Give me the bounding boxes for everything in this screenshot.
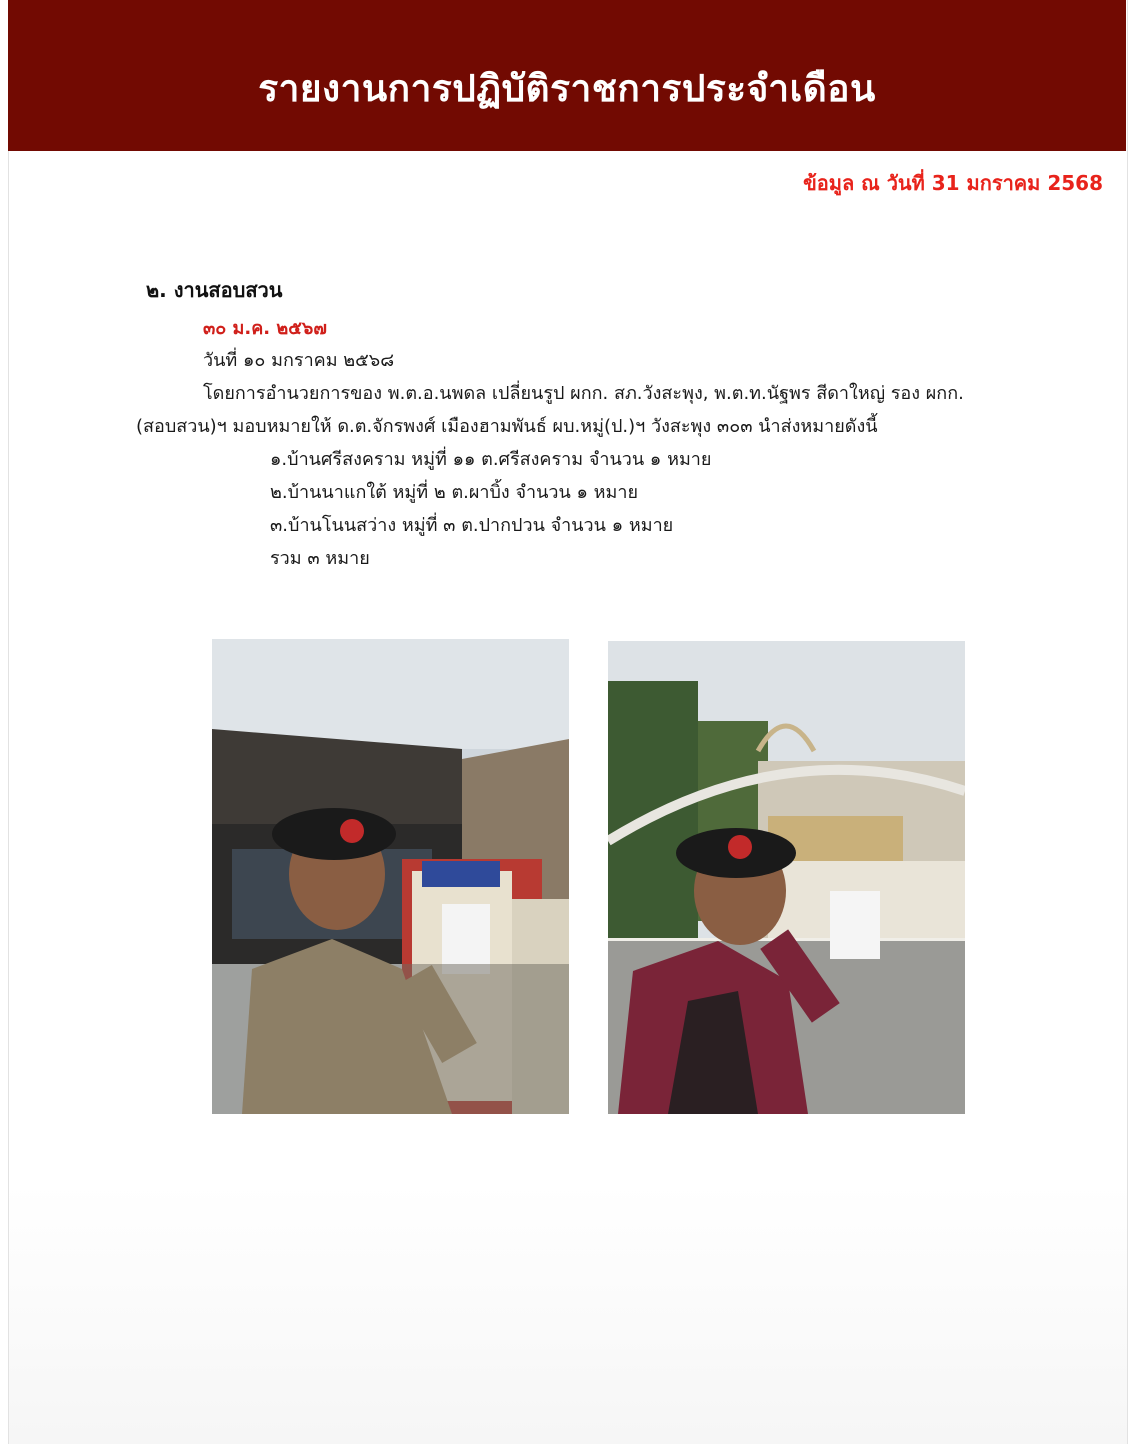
data-as-of-date: ข้อมูล ณ วันที่ 31 มกราคม 2568 (803, 171, 1103, 195)
section-heading: ๒. งานสอบสวน (146, 278, 283, 302)
photo-illustration (608, 641, 965, 1114)
photo-warrant-delivery-2 (608, 641, 965, 1114)
photo-illustration (212, 639, 569, 1114)
photo-warrant-delivery-1 (212, 639, 569, 1114)
paragraph-line-1: โดยการอำนวยการของ พ.ต.อ.นพดล เปลี่ยนรูป ผกก. สภ.วังสะพุง, พ.ต.ท.นัฐพร สีดาใหญ่ รอง ผกก. (203, 383, 964, 404)
warrant-item: ๒.บ้านนาแกใต้ หมู่ที่ ๒ ต.ผาบิ้ง จำนวน ๑ หมาย (270, 482, 639, 503)
report-header (8, 0, 1126, 151)
entry-date: ๓๐ ม.ค. ๒๕๖๗ (203, 318, 327, 339)
paragraph-line-2: (สอบสวน)ฯ มอบหมายให้ ด.ต.จักรพงศ์ เมืองฮามพันธ์ ผบ.หมู่(ป.)ฯ วังสะพุง ๓๐๓ นำส่งหมายดังนี้ (136, 416, 878, 437)
report-title: รายงานการปฏิบัติราชการประจำเดือน (258, 67, 876, 110)
warrant-item: ๓.บ้านโนนสว่าง หมู่ที่ ๓ ต.ปากปวน จำนวน ๑ หมาย (270, 515, 674, 536)
document-date: วันที่ ๑๐ มกราคม ๒๕๖๘ (203, 350, 395, 371)
warrant-item: ๑.บ้านศรีสงคราม หมู่ที่ ๑๑ ต.ศรีสงคราม จำนวน ๑ หมาย (270, 449, 712, 470)
warrant-total: รวม ๓ หมาย (270, 548, 370, 569)
